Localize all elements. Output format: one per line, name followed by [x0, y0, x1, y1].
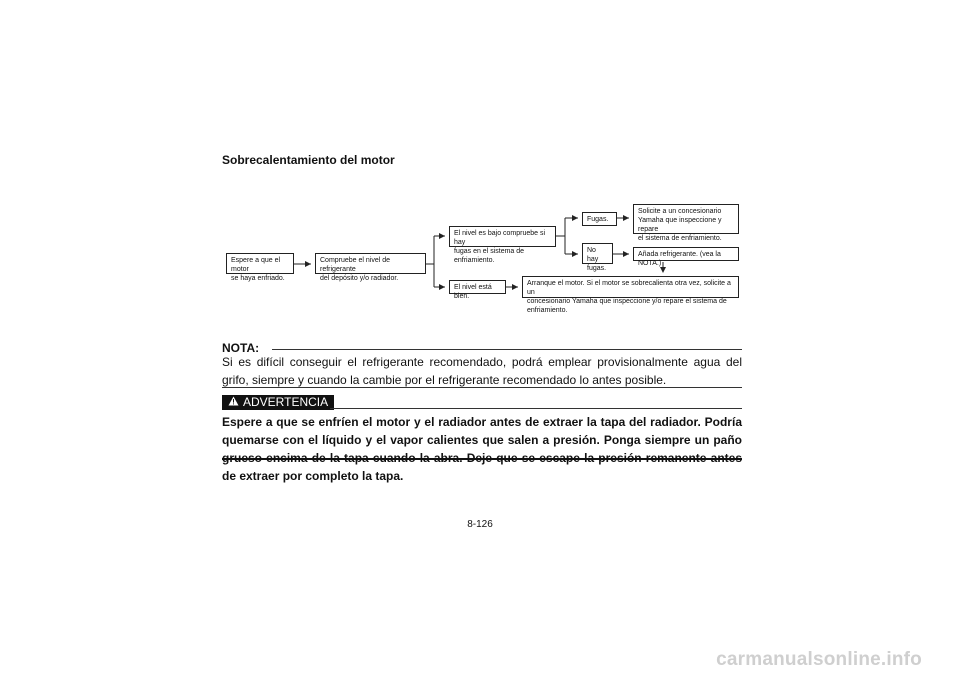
page-number: 8-126 [467, 519, 493, 530]
flow-step-level-ok: El nivel está bien. [449, 280, 506, 294]
flow-step-no-leaks: No hay fugas. [582, 243, 613, 264]
flow-step-leaks: Fugas. [582, 212, 617, 226]
note-label: NOTA: [222, 341, 260, 355]
warning-divider [330, 408, 742, 409]
warning-end-rule [222, 458, 742, 460]
warning-badge [222, 395, 334, 410]
page-title: Sobrecalentamiento del motor [222, 153, 395, 167]
warning-text: Espere a que se enfríen el motor y el radiador antes de extraer la tapa del radiador. Podría quemarse con el líquido y el vapor calientes que salen a presión. Ponga siempre un paño de extraer por completo la tapa. [222, 415, 742, 483]
section-divider [222, 387, 742, 388]
note-text: Si es difícil conseguir el refrigerante recomendado, podrá emplear provisionalmente agua del grifo, siempre y cuando la cambie por el refrigerante recomendado lo antes posible. [222, 355, 742, 387]
watermark: carmanualsonline.info [716, 649, 922, 670]
warning-label: ADVERTENCIA [243, 395, 329, 409]
flow-step-level-low: El nivel es bajo compruebe si hay fugas en el sistema de enfriamiento. [449, 226, 556, 247]
warning-triangle-icon [228, 395, 239, 410]
note-divider [272, 349, 742, 350]
flow-step-check-level: Compruebe el nivel de refrigerante del depósito y/o radiador. [315, 253, 426, 274]
flow-step-wait: Espere a que el motor se haya enfriado. [226, 253, 294, 274]
flow-step-restart-engine: Arranque el motor. Si el motor se sobrecalienta otra vez, solicite a un concesionario Yamaha que inspeccione y/o repare el sistema de enfriamiento. [522, 276, 739, 298]
flow-step-dealer-inspect: Solicite a un concesionario Yamaha que inspeccione y repare el sistema de enfriamiento. [633, 204, 739, 234]
flow-step-add-coolant: Añada refrigerante. (vea la NOTA.) [633, 247, 739, 261]
